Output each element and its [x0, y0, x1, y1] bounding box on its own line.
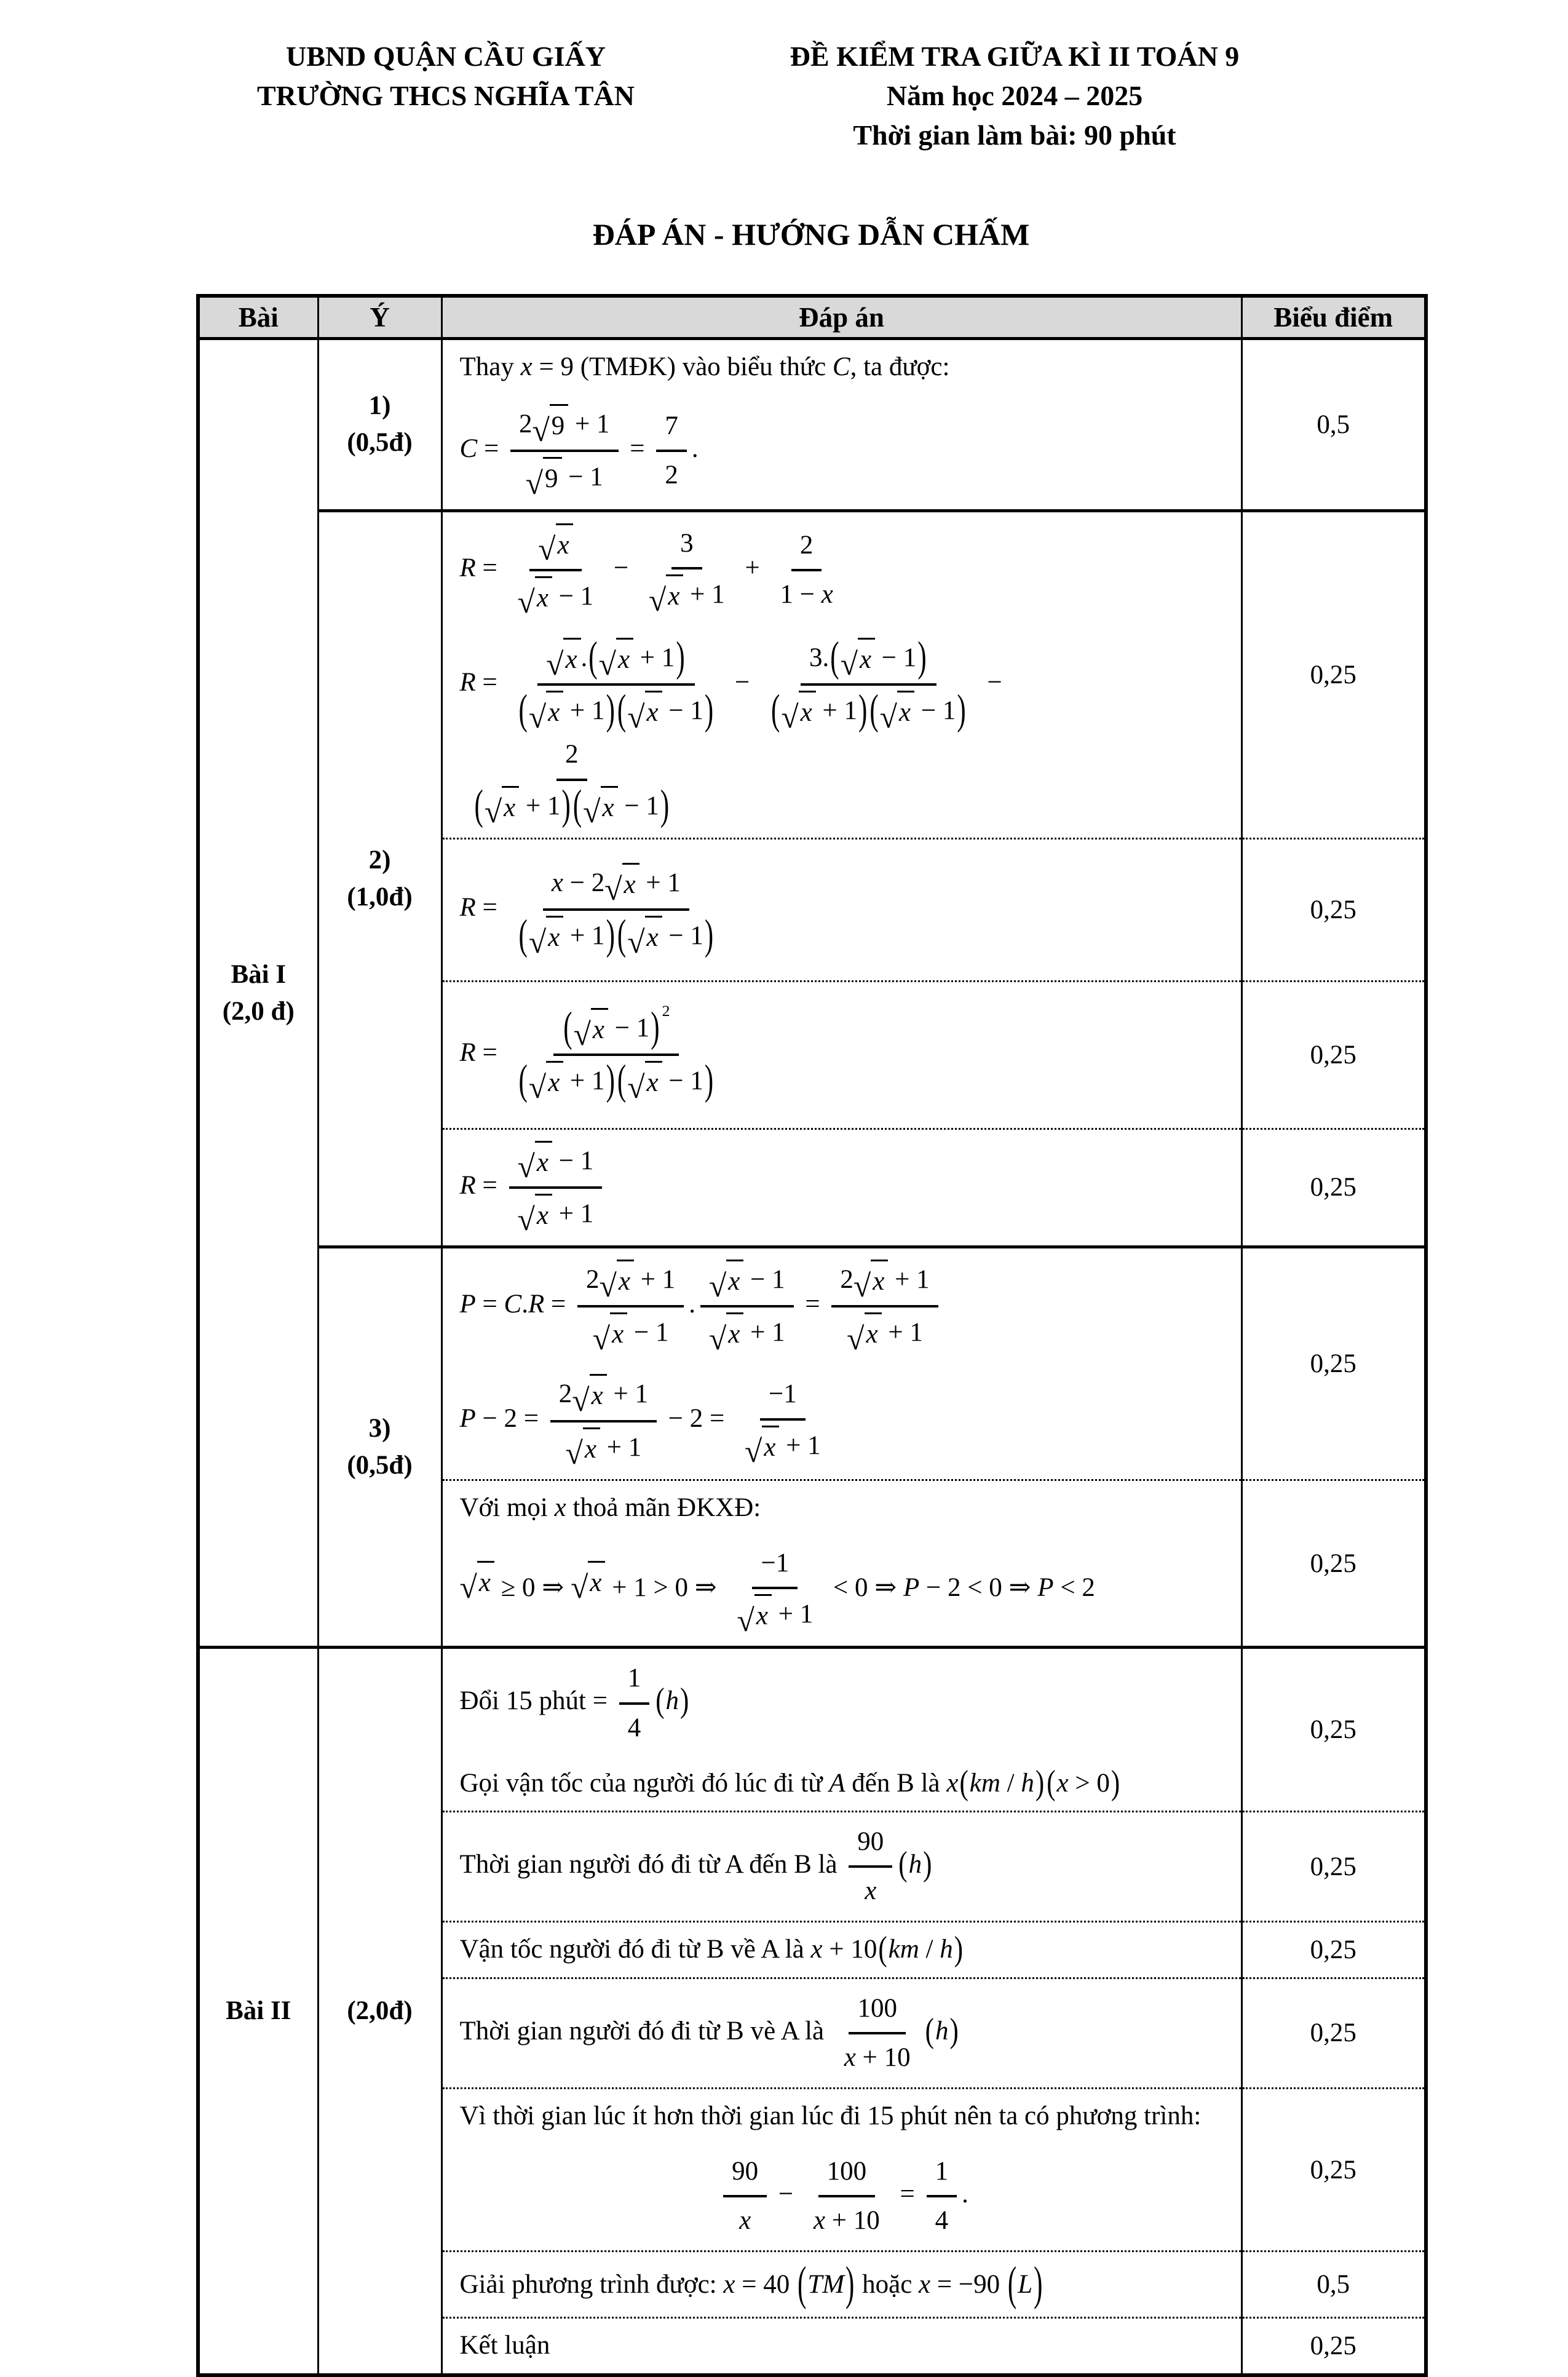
cell-score-12: 0,25	[1241, 2088, 1426, 2252]
cell-y-1-label	[318, 339, 441, 511]
bai-1-points: (2,0 đ)	[222, 996, 295, 1026]
cell-score-10: 0,25	[1241, 1922, 1426, 1978]
bai-1-title: Bài I	[231, 959, 287, 989]
exam-title: ĐỀ KIỂM TRA GIỮA KÌ II TOÁN 9	[790, 41, 1240, 72]
cell-answer-2: R = √ x √ x − 1 − 3 √ x + 1 + 2 1 − x R = √ x . ( √ x + 1 ) ( √ x + 1 ) ( √ x − 1 ) − 3. ( √ x − 1 ) ( √ x + 1 ) ( √ x − 1 ) − 2 ( √ x + 1 ) ( √ x − 1 )	[441, 510, 1241, 838]
bai-2-title: Bài II	[226, 1996, 291, 2025]
table-row	[198, 1648, 1426, 1812]
cell-bai-1-label	[198, 339, 318, 1648]
cell-score-8: 0,25	[1241, 1648, 1426, 1812]
y-2-points: (1,0đ)	[347, 882, 413, 911]
school-year: Năm học 2024 – 2025	[886, 80, 1143, 111]
page-title: ĐÁP ÁN - HƯỚNG DẪN CHẤM	[592, 217, 1030, 252]
table-row	[198, 339, 1426, 511]
cell-score-14: 0,25	[1241, 2318, 1426, 2375]
cell-score-13: 0,5	[1241, 2252, 1426, 2318]
cell-score-7: 0,25	[1241, 1480, 1426, 1648]
cell-y-2-label	[318, 510, 441, 1247]
column-header-bieudiem: Biểu điểm	[1241, 296, 1426, 339]
cell-answer-6: P = C.R = 2 √ x + 1 √ x − 1 . √ x − 1 √ x + 1 = 2 √ x + 1 √ x + 1 P − 2 = 2 √ x + 1 √ x + 1 − 2 = −1 √ x + 1	[441, 1247, 1241, 1480]
header-right-block	[769, 37, 1261, 155]
y-2-title: 2)	[368, 845, 391, 875]
column-header-y: Ý	[318, 296, 441, 339]
column-header-bai: Bài	[198, 296, 318, 339]
answer-table	[196, 294, 1428, 2377]
cell-answer-7: Với mọi x thoả mãn ĐKXĐ: √ x ≥ 0 ⇒ √ x + 1 > 0 ⇒ −1 √ x + 1 < 0 ⇒ P − 2 < 0 ⇒ P < 2	[441, 1480, 1241, 1648]
cell-answer-10: Vận tốc người đó đi từ B về A là x + 10( km / h )	[441, 1922, 1241, 1978]
cell-answer-5: R = √ x − 1 √ x + 1	[441, 1129, 1241, 1247]
school-name: TRƯỜNG THCS NGHĨA TÂN	[257, 80, 635, 111]
cell-answer-9: Thời gian người đó đi từ A đến B là $\frac{90}{x}$ ( h )	[441, 1811, 1241, 1921]
cell-score-3: 0,25	[1241, 838, 1426, 981]
table-row	[198, 1247, 1426, 1480]
cell-bai-2-label	[198, 1648, 318, 2375]
table-row	[198, 510, 1426, 838]
cell-score-6: 0,25	[1241, 1247, 1426, 1480]
cell-score-4: 0,25	[1241, 981, 1426, 1129]
y-3-points: (0,5đ)	[347, 1451, 413, 1480]
cell-y-4-label	[318, 1648, 441, 2375]
cell-score-5: 0,25	[1241, 1129, 1426, 1247]
y-1-title: 1)	[368, 391, 391, 421]
column-header-dapan: Đáp án	[441, 296, 1241, 339]
y-3-title: 3)	[368, 1414, 391, 1443]
header-left-block	[203, 37, 689, 116]
cell-answer-14: Kết luận	[441, 2318, 1241, 2375]
cell-score-11: 0,25	[1241, 1978, 1426, 2088]
cell-answer-11: Thời gian người đó đi từ B vè A là 100 x + 10 ( h )	[441, 1978, 1241, 2088]
y-4-points: (2,0đ)	[347, 1996, 413, 2025]
cell-score-1: 0,5	[1241, 339, 1426, 511]
cell-score-2: 0,25	[1241, 510, 1426, 838]
cell-answer-3: R = x − 2 √ x + 1 ( √ x + 1 ) ( √ x − 1 )	[441, 838, 1241, 981]
org-name: UBND QUẬN CẦU GIẤY	[285, 41, 606, 72]
y-1-points: (0,5đ)	[347, 428, 413, 458]
table-header-row	[198, 296, 1426, 339]
cell-answer-12: Vì thời gian lúc ít hơn thời gian lúc đi 15 phút nên ta có phương trình: $\frac{90}{x}$ − 100 x + 10 = $\frac{1}{4}$ .	[441, 2088, 1241, 2252]
cell-answer-4: R = ( √ x − 1 ) $^2$ ( √ x + 1 ) ( √ x − 1 )	[441, 981, 1241, 1129]
cell-y-3-label	[318, 1247, 441, 1648]
cell-score-9: 0,25	[1241, 1811, 1426, 1921]
cell-answer-13: Giải phương trình được: x = 40 ( TM ) hoặc x = −90 ( L )	[441, 2252, 1241, 2318]
cell-answer-1: Thay x = 9 (TMĐK) vào biểu thức C, ta được: C = 2 √ 9 + 1 √ 9 − 1 = $\frac{7}{2}$ .	[441, 339, 1241, 511]
cell-answer-8: Đổi 15 phút = $\frac{1}{4}$ ( h ) Gọi vận tốc của người đó lúc đi từ A đến B là x( km / h )( x > 0 )	[441, 1648, 1241, 1812]
exam-duration: Thời gian làm bài: 90 phút	[853, 119, 1176, 151]
